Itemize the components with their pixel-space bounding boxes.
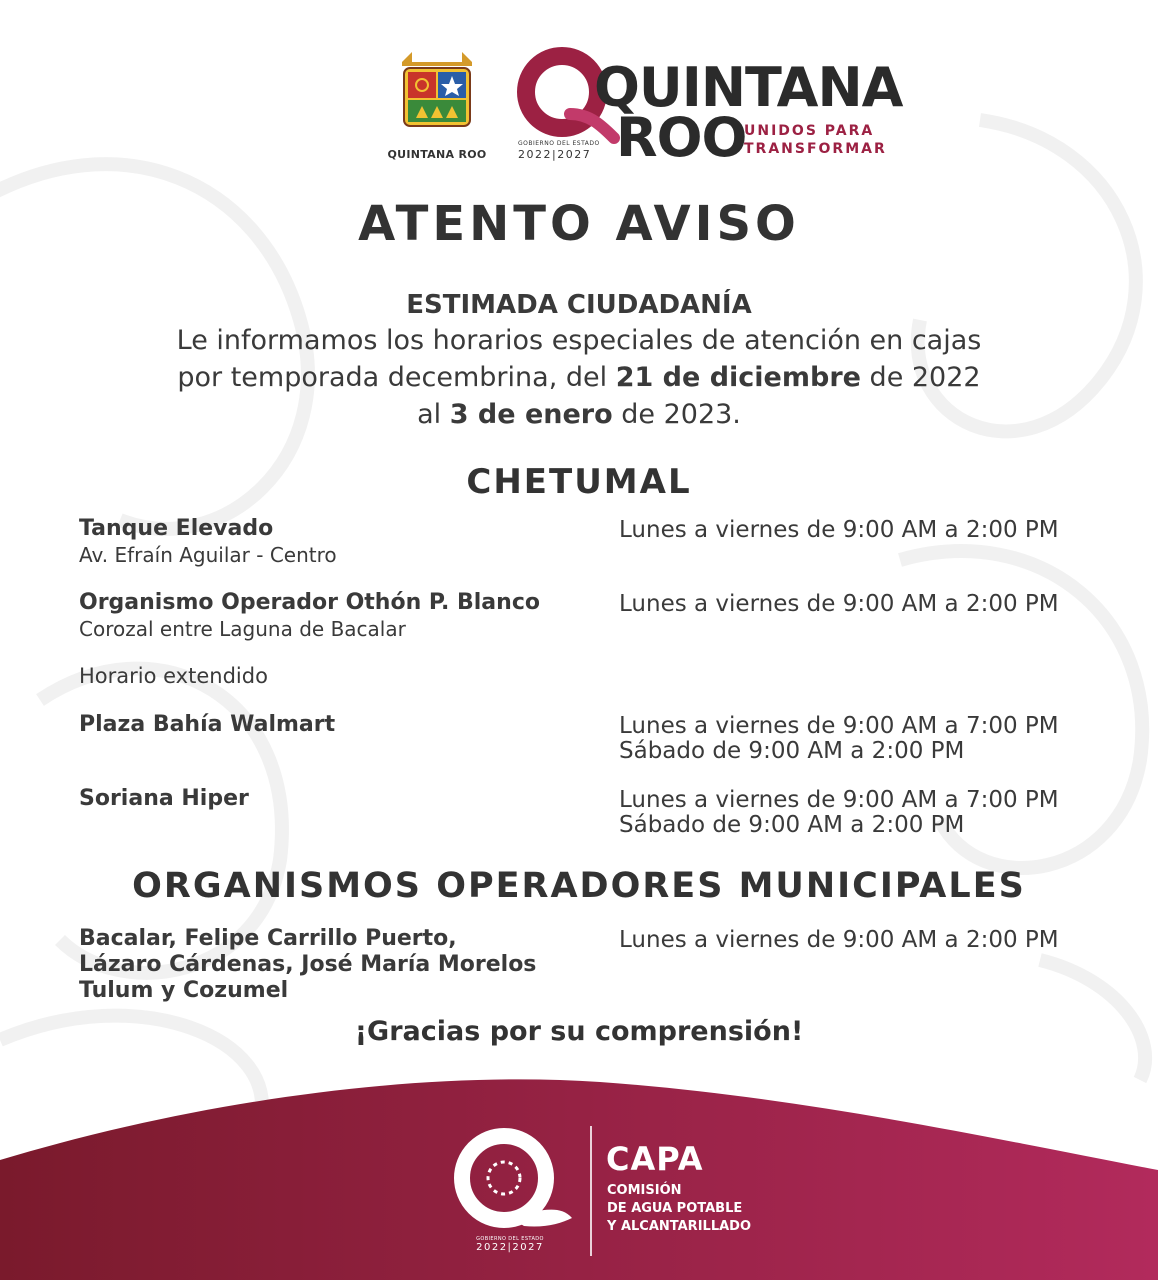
location-name: Tanque Elevado [79,516,274,541]
location-hours: Lunes a viernes de 9:00 AM a 7:00 PM Sábado de 9:00 AM a 2:00 PM [619,713,1059,764]
slogan-line-1: UNIDOS PARA [744,123,875,139]
municipal-line-1: Bacalar, Felipe Carrillo Puerto, [79,926,457,951]
slogan-line-2: TRANSFORMAR [744,141,887,157]
intro-body [0,322,1158,433]
capa-full-name: COMISIÓN DE AGUA POTABLE Y ALCANTARILLADO [607,1183,752,1234]
municipal-line-2: Lázaro Cárdenas, José María Morelos [79,952,537,977]
location-address: Av. Efraín Aguilar - Centro [79,543,337,567]
intro-message [0,288,1158,433]
header [0,40,1158,170]
extended-hours-label: Horario extendido [79,664,268,688]
location-hours: Lunes a viernes de 9:00 AM a 2:00 PM [619,517,1059,543]
location-name: Organismo Operador Othón P. Blanco [79,590,540,615]
brand-word-roo: ROO [616,106,747,169]
location-name: Soriana Hiper [79,786,249,811]
gov-label: GOBIERNO DEL ESTADO [518,140,600,147]
location-name: Plaza Bahía Walmart [79,712,336,737]
crest-label: QUINTANA ROO [387,148,487,161]
start-date: 21 de diciembre [615,362,861,393]
municipal-hours: Lunes a viernes de 9:00 AM a 2:00 PM [619,927,1059,953]
footer-divider [590,1126,592,1256]
brand-slogan [744,122,887,158]
location-address: Corozal entre Laguna de Bacalar [79,617,406,641]
page-title: ATENTO AVISO [358,196,800,252]
intro-line-2: por temporada decembrina, del 21 de diciembre de 2022 [177,362,981,393]
gov-years: 2022|2027 [518,148,592,161]
capa-gov-label: GOBIERNO DEL ESTADO [476,1236,544,1242]
municipal-line-3: Tulum y Cozumel [79,978,289,1003]
intro-line-3: al 3 de enero de 2023. [417,399,741,430]
thanks-message: ¡Gracias por su comprensión! [354,1016,804,1047]
location-hours: Lunes a viernes de 9:00 AM a 7:00 PM Sábado de 9:00 AM a 2:00 PM [619,787,1059,838]
quintana-roo-logo [510,42,903,169]
capa-gov-years: 2022|2027 [476,1242,544,1253]
intro-line-1: Le informamos los horarios especiales de atención en cajas [176,325,982,356]
section-title-municipal: ORGANISMOS OPERADORES MUNICIPALES [132,866,1026,906]
location-hours: Lunes a viernes de 9:00 AM a 2:00 PM [619,591,1059,617]
end-date: 3 de enero [449,399,613,430]
intro-heading: ESTIMADA CIUDADANÍA [406,290,752,320]
section-title-chetumal: CHETUMAL [466,462,692,502]
capa-name: CAPA [606,1140,704,1178]
brand-word-quintana: QUINTANA [594,56,903,119]
